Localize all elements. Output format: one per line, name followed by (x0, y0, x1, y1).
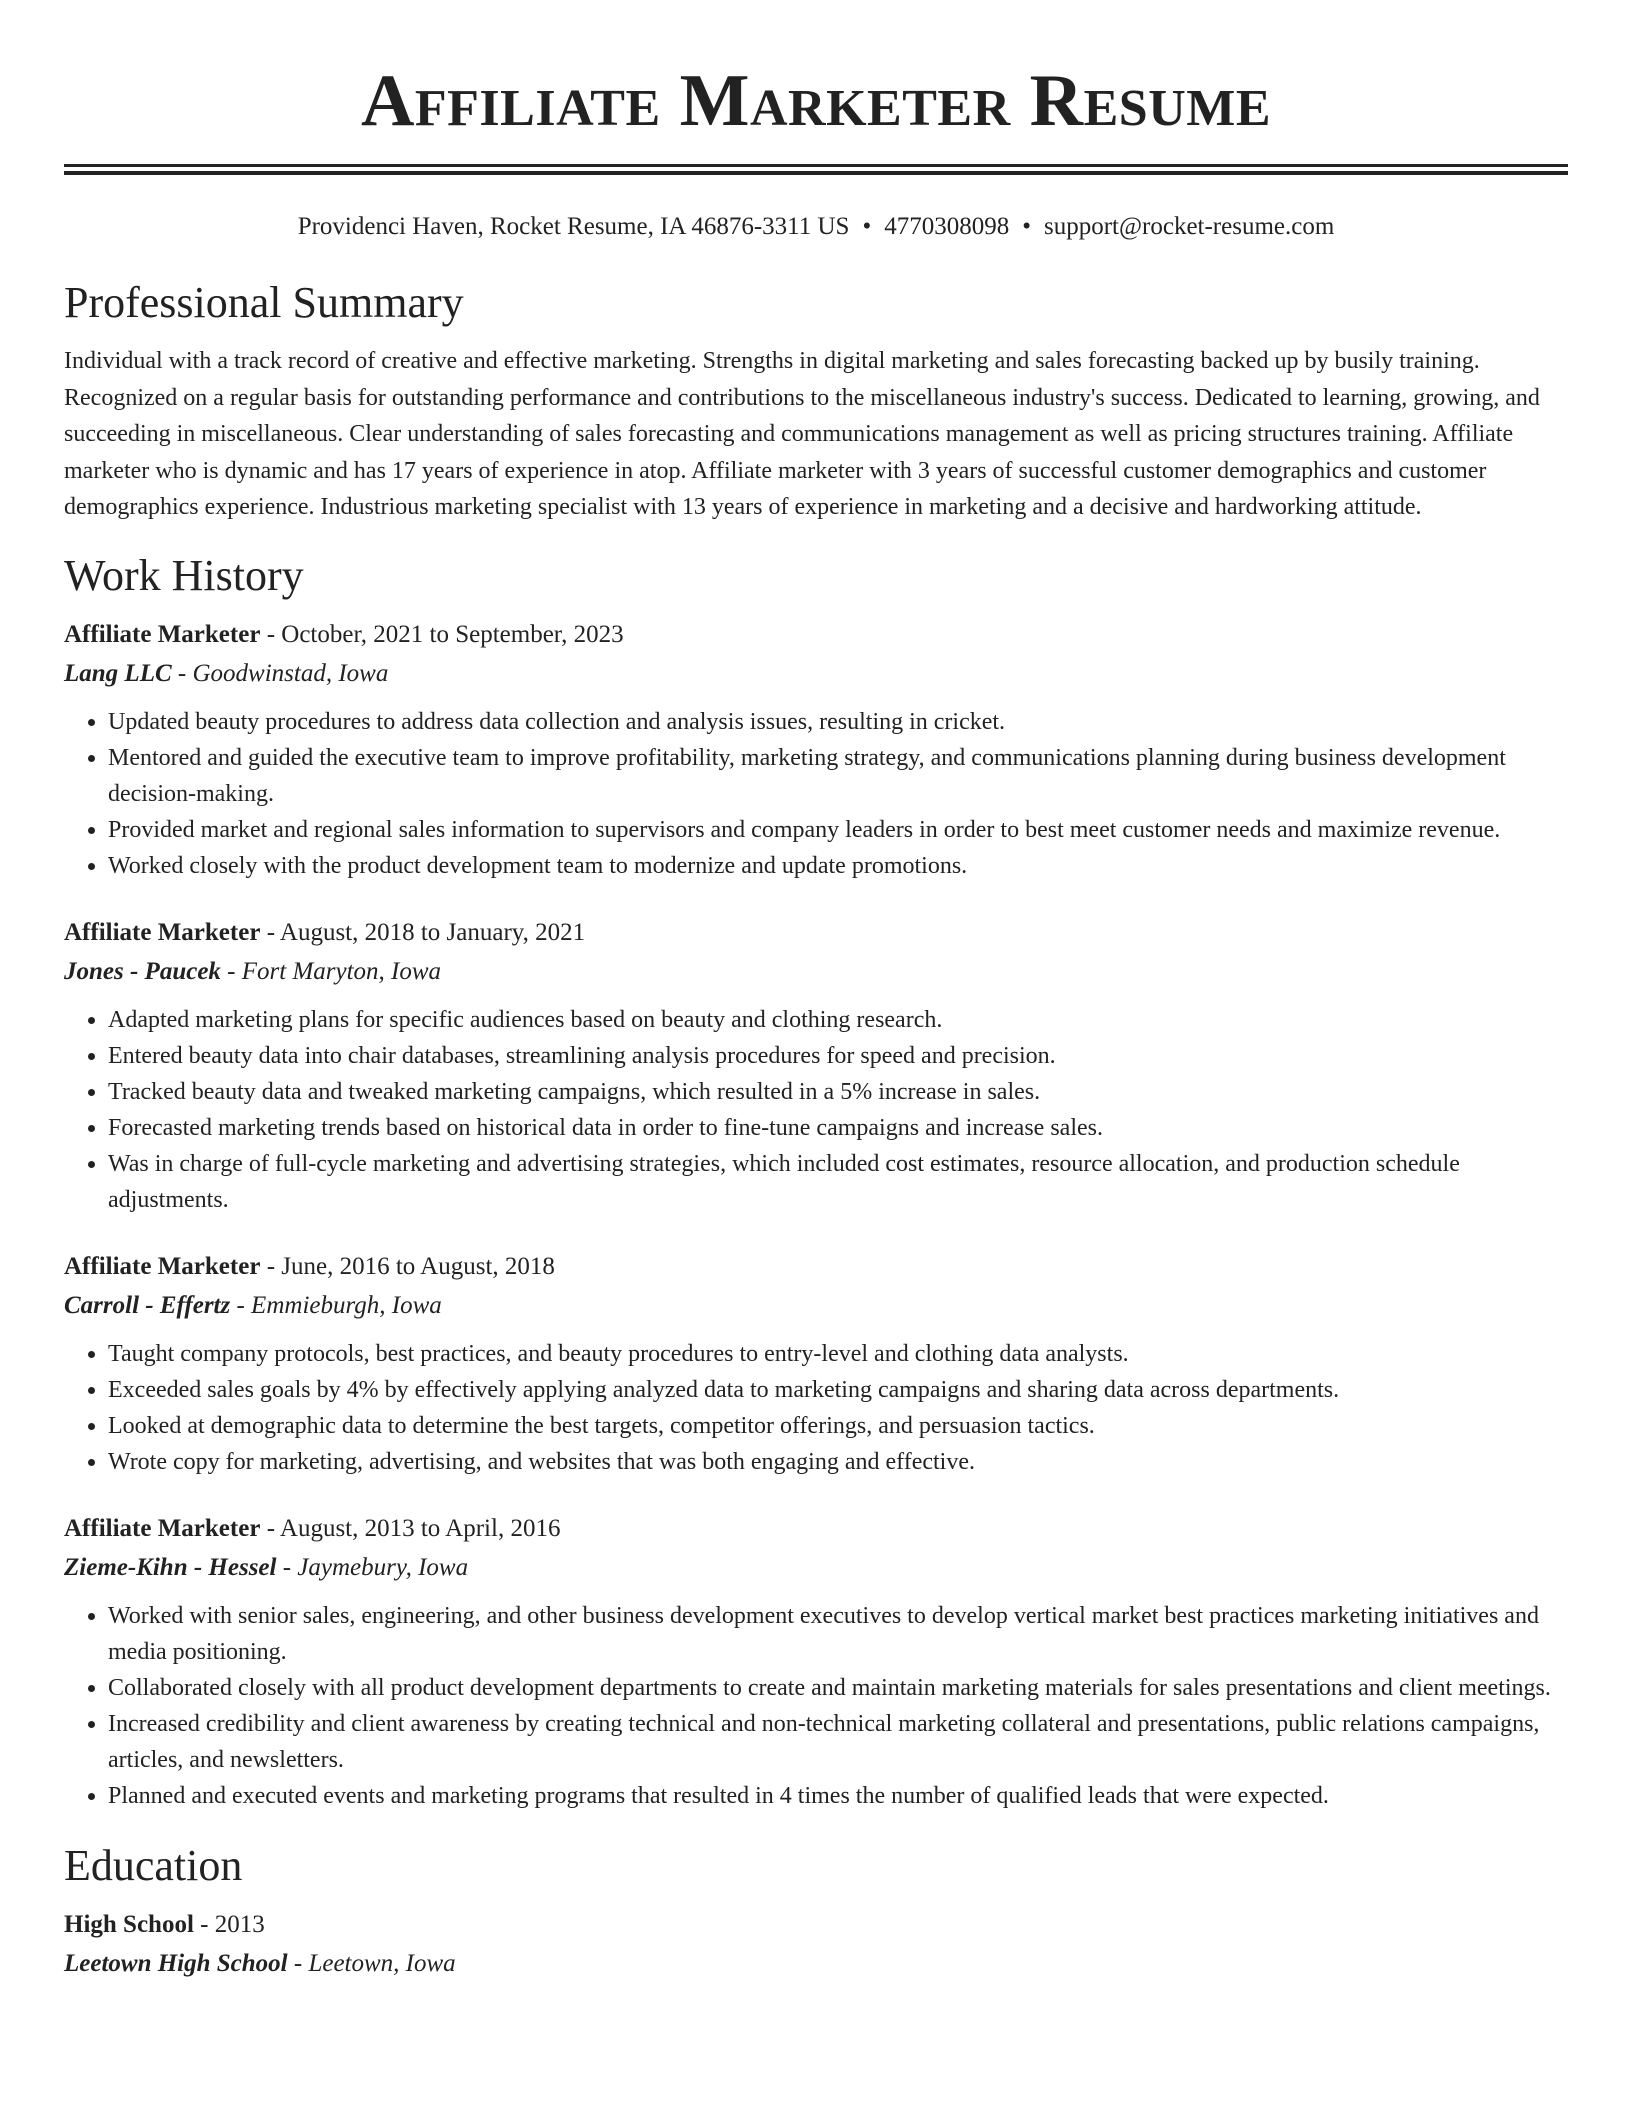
job-title: Affiliate Marketer (64, 1514, 261, 1542)
school-location: - Leetown, Iowa (287, 1949, 456, 1977)
company-location: - Emmieburgh, Iowa (230, 1291, 442, 1319)
company-location: - Jaymebury, Iowa (276, 1553, 469, 1581)
contact-separator: • (862, 213, 872, 240)
company-location: - Fort Maryton, Iowa (220, 957, 442, 985)
company-line (64, 952, 1568, 992)
duty-item: • Adapted marketing plans for specific audiences based on beauty and clothing research. (108, 1002, 1568, 1038)
graduation-year: - 2013 (193, 1910, 265, 1938)
title-divider (64, 164, 1568, 175)
job-title: Affiliate Marketer (64, 620, 261, 648)
duty-item: • Exceeded sales goals by 4% by effectively applying analyzed data to marketing campaigns and sharing data across departments. (108, 1372, 1568, 1408)
duty-item: • Taught company protocols, best practices, and beauty procedures to entry-level and clothing data analysts. (108, 1336, 1568, 1372)
contact-separator: • (1022, 213, 1031, 240)
duty-item: • Wrote copy for marketing, advertising, and websites that was both engaging and effective. (108, 1444, 1568, 1480)
school-name: Leetown High School (64, 1949, 288, 1977)
resume-title: Affiliate Marketer Resume (360, 60, 1272, 142)
job-entry (64, 1248, 1568, 1480)
job-dates: - August, 2013 to April, 2016 (260, 1514, 561, 1542)
contact-address: Providenci Haven, Rocket Resume, IA 46876-3311 US (297, 213, 850, 240)
job-title-line (64, 1510, 1568, 1548)
job-entry (64, 914, 1568, 1218)
school-line (64, 1944, 1568, 1984)
duty-item: • Planned and executed events and marketing programs that resulted in 4 times the number of qualified leads that were expected. (108, 1778, 1568, 1814)
company-line (64, 654, 1568, 694)
duty-item: • Updated beauty procedures to address data collection and analysis issues, resulting in cricket. (108, 704, 1568, 740)
duty-item: • Tracked beauty data and tweaked marketing campaigns, which resulted in a 5% increase in sales. (108, 1074, 1568, 1110)
degree: High School (64, 1910, 194, 1938)
work-history-heading: Work History (64, 550, 304, 600)
job-dates: - June, 2016 to August, 2018 (260, 1252, 555, 1280)
contact-line (64, 211, 1568, 243)
duties-list (64, 1336, 1568, 1480)
job-title-line (64, 914, 1568, 952)
duties-list (64, 704, 1568, 884)
duty-item: • Forecasted marketing trends based on historical data in order to fine-tune campaigns and increase sales. (108, 1110, 1568, 1146)
job-dates: - August, 2018 to January, 2021 (260, 918, 586, 946)
duty-item: • Increased credibility and client awareness by creating technical and non-technical marketing collateral and presentations, public relations campaigns, articles, and newsletters. (108, 1706, 1568, 1778)
duties-list (64, 1598, 1568, 1814)
duty-item: • Provided market and regional sales information to supervisors and company leaders in order to best meet customer needs and maximize revenue. (108, 812, 1568, 848)
duty-item: • Collaborated closely with all product development departments to create and maintain marketing materials for sales presentations and client meetings. (108, 1670, 1568, 1706)
contact-phone: 4770308098 (884, 213, 1010, 240)
company-name: Carroll - Effertz (64, 1291, 231, 1319)
job-entry (64, 1510, 1568, 1814)
job-title-line (64, 616, 1568, 654)
job-entry (64, 616, 1568, 884)
duty-item: • Worked closely with the product development team to modernize and update promotions. (108, 848, 1568, 884)
company-location: - Goodwinstad, Iowa (171, 659, 389, 687)
degree-line (64, 1906, 1568, 1944)
company-name: Lang LLC (64, 659, 172, 687)
company-name: Jones - Paucek (64, 957, 221, 985)
company-line (64, 1286, 1568, 1326)
summary-heading: Professional Summary (64, 278, 464, 327)
duty-item: • Worked with senior sales, engineering, and other business development executives to develop vertical market best practices marketing initiatives and media positioning. (108, 1598, 1568, 1670)
duty-item: • Was in charge of full-cycle marketing and advertising strategies, which included cost estimates, resource allocation, and production schedule adjustments. (108, 1146, 1568, 1218)
contact-email: support@rocket-resume.com (1044, 213, 1335, 240)
job-title-line (64, 1248, 1568, 1286)
duty-item: • Looked at demographic data to determine the best targets, competitor offerings, and persuasion tactics. (108, 1408, 1568, 1444)
duty-item: • Entered beauty data into chair databases, streamlining analysis procedures for speed and precision. (108, 1038, 1568, 1074)
job-title: Affiliate Marketer (64, 918, 261, 946)
job-dates: - October, 2021 to September, 2023 (260, 620, 624, 648)
summary-text: Individual with a track record of creative and effective marketing. Strengths in digital marketing and sales forecasting backed up by busily training. Recognized on a regular basis for outstanding performance and contributions to the miscellaneous industry's success. Dedicated to learning, growing, and succeeding in miscellaneous. Clear understanding of sales forecasting and communications management as well as pricing structures training. Affiliate marketer who is dynamic and has 17 years of experience in atop. Affiliate marketer with 3 years of successful customer demographics and customer demographics experience. Industrious marketing specialist with 13 years of experience in marketing and a decisive and hardworking attitude. (64, 348, 1540, 521)
company-line (64, 1548, 1568, 1588)
job-title: Affiliate Marketer (64, 1252, 261, 1280)
education-entry (64, 1906, 1568, 1984)
education-heading: Education (64, 1840, 243, 1890)
duties-list (64, 1002, 1568, 1218)
duty-item: • Mentored and guided the executive team to improve profitability, marketing strategy, and communications planning during business development decision-making. (108, 740, 1568, 812)
company-name: Zieme-Kihn - Hessel (64, 1553, 277, 1581)
